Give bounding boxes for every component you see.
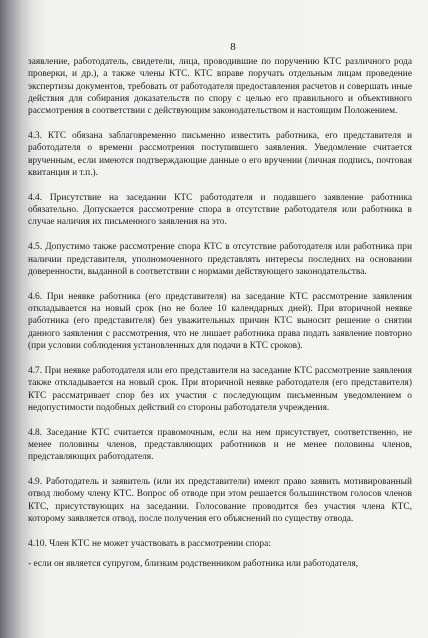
paragraph-4-9: 4.9. Работодатель и заявитель (или их представители) имеют право заявить мотивированный отвод любому члену КТС. Вопрос об отводе при этом решается большинством голосов членов КТС, присутствующих на заседании. Голосование проводится без участия члена КТС, которому заявляется отвод, после получения его объяснений по существу отвода.: [28, 477, 412, 525]
document-body: [28, 56, 412, 571]
paragraph-4-6: 4.6. При неявке работника (его представителя) на заседание КТС рассмотрение заявления откладывается на новый срок (но не более 10 календарных дней). При вторичной неявке работника (его представителя) без уважительных причин КТС выносит решение о снятии данного заявления с рассмотрения, что не лишает работника права подать заявление повторно (при условии соблюдения установленных для подачи в КТС сроков).: [28, 291, 412, 352]
paragraph-4-7: 4.7. При неявке работодателя или его представителя на заседание КТС рассмотрение заявления также откладывается на новый срок. При вторичной неявке работодателя (его представителя) КТС рассматривает спор без их участия с последующим письменным уведомлением о недопустимости подобных действий со стороны работодателя учреждения.: [28, 365, 412, 413]
list-item: - если он является супругом, близким родственником работника или работодателя,: [28, 559, 359, 570]
paragraph-continuation: заявление, работодатель, свидетели, лица, проводившие по поручению КТС различного рода проверки, и др.), а также члены КТС. КТС вправе поручать отдельным лицам проведение экспертизы документов, требовать от работодателя предоставления расчетов и совершать иные действия для собирания доказательств по спору с целью его правильного и объективного рассмотрения в соответствии с действующим законодательством и настоящим Положением.: [28, 57, 412, 117]
paragraph-4-5: 4.5. Допустимо также рассмотрение спора КТС в отсутствие работодателя или работника при наличии представителя, уполномоченного представлять интересы последних на основании доверенности, выданной в соответствии с нормами действующего законодательства.: [28, 242, 412, 277]
paragraph-4-8: 4.8. Заседание КТС считается правомочным, если на нем присутствует, соответственно, не менее половины членов, представляющих работников и не менее половины членов, представляющих работодателя.: [28, 427, 412, 463]
paragraph-4-3: 4.3. КТС обязана заблаговременно письменно известить работника, его представителя и работодателя о времени рассмотрения поступившего заявления. Уведомление считается врученным, если имеются подтверждающие данные о его вручении (личная подпись, почтовая квитанция и т.п.).: [28, 131, 412, 178]
paragraph-4-4: 4.4. Присутствие на заседании КТС работодателя и подавшего заявление работника обязательно. Допускается рассмотрение спора в отсутствие работодателя или работника в случае наличия их письменного заявления на это.: [28, 192, 412, 228]
paragraph-4-10: 4.10. Член КТС не может участвовать в рассмотрении спора:: [28, 538, 271, 549]
page-number: 8: [230, 41, 236, 53]
